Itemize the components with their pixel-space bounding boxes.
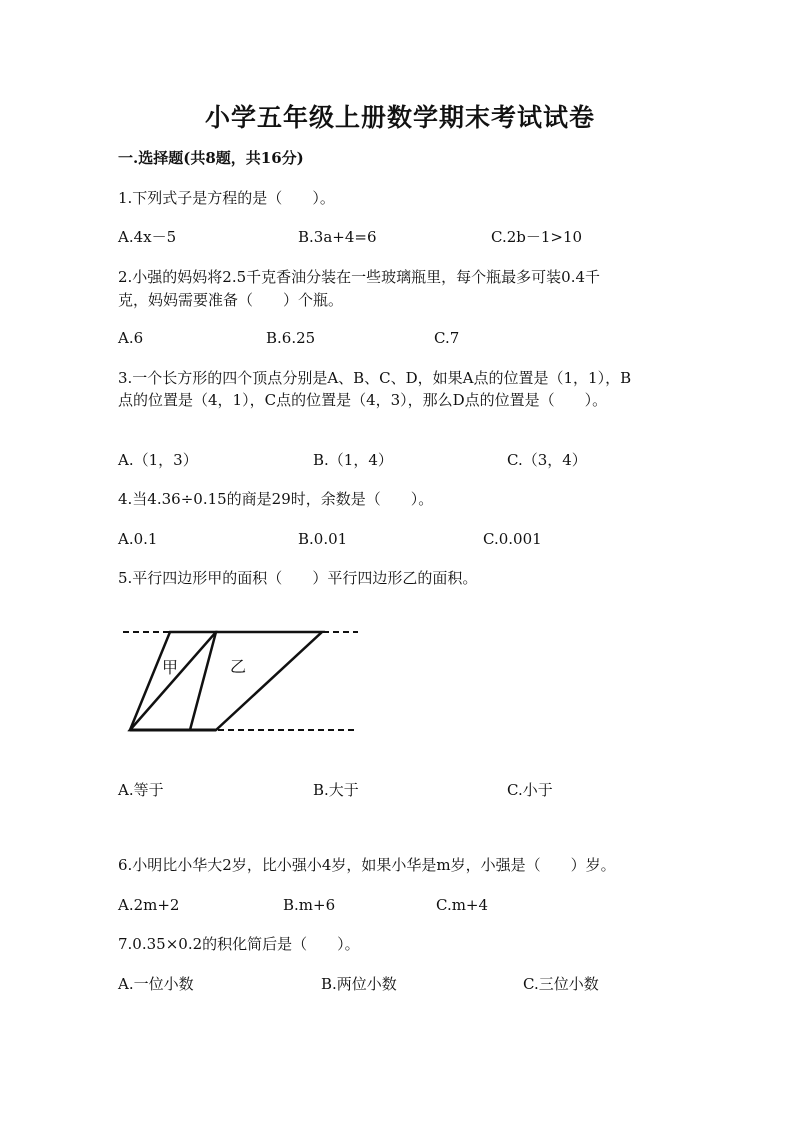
question-5-option-a: A.等于 [118, 781, 164, 799]
label-yi: 乙 [230, 657, 247, 676]
question-4-option-b: B.0.01 [298, 530, 348, 548]
question-3-option-a: A.（1，3） [118, 451, 198, 469]
question-4-option-a: A.0.1 [118, 530, 158, 548]
label-jia: 甲 [162, 658, 179, 677]
question-1-option-b: B.3a+4=6 [298, 228, 377, 246]
question-1-option-a: A.4x－5 [118, 228, 177, 246]
question-2-line-2: 克，妈妈需要准备（ ）个瓶。 [118, 291, 344, 309]
question-2-option-c: C.7 [434, 329, 460, 347]
parallelogram-figure [118, 620, 368, 740]
question-3-option-c: C.（3，4） [507, 451, 587, 469]
question-2-option-b: B.6.25 [266, 329, 316, 347]
question-5-option-b: B.大于 [313, 781, 359, 799]
question-6-option-c: C.m+4 [436, 896, 489, 914]
question-6-option-a: A.2m+2 [118, 896, 180, 914]
question-7-text: 7.0.35×0.2的积化简后是（ ）。 [118, 935, 360, 953]
question-5-option-c: C.小于 [507, 781, 553, 799]
section-heading: 一.选择题(共8题，共16分) [118, 149, 304, 167]
question-1-option-c: C.2b－1>10 [491, 228, 583, 246]
question-2-option-a: A.6 [118, 329, 144, 347]
question-3-option-b: B.（1，4） [313, 451, 393, 469]
question-7-option-a: A.一位小数 [118, 975, 194, 993]
question-5-text: 5.平行四边形甲的面积（ ）平行四边形乙的面积。 [118, 569, 478, 587]
question-3-line-1: 3.一个长方形的四个顶点分别是A、B、C、D，如果A点的位置是（1，1），B [118, 369, 632, 387]
page-title: 小学五年级上册数学期末考试试卷 [204, 103, 595, 132]
question-2-line-1: 2.小强的妈妈将2.5千克香油分装在一些玻璃瓶里，每个瓶最多可装0.4千 [118, 268, 601, 286]
question-6-text: 6.小明比小华大2岁，比小强小4岁，如果小华是m岁，小强是（ ）岁。 [118, 856, 616, 874]
question-4-option-c: C.0.001 [483, 530, 542, 548]
question-6-option-b: B.m+6 [283, 896, 336, 914]
question-1-text: 1.下列式子是方程的是（ ）。 [118, 189, 335, 207]
question-3-line-2: 点的位置是（4，1），C点的位置是（4，3），那么D点的位置是（ ）。 [118, 391, 608, 409]
question-4-text: 4.当4.36÷0.15的商是29时，余数是（ ）。 [118, 490, 434, 508]
question-7-option-b: B.两位小数 [321, 975, 397, 993]
parallelogram-yi [130, 632, 322, 730]
question-7-option-c: C.三位小数 [523, 975, 599, 993]
